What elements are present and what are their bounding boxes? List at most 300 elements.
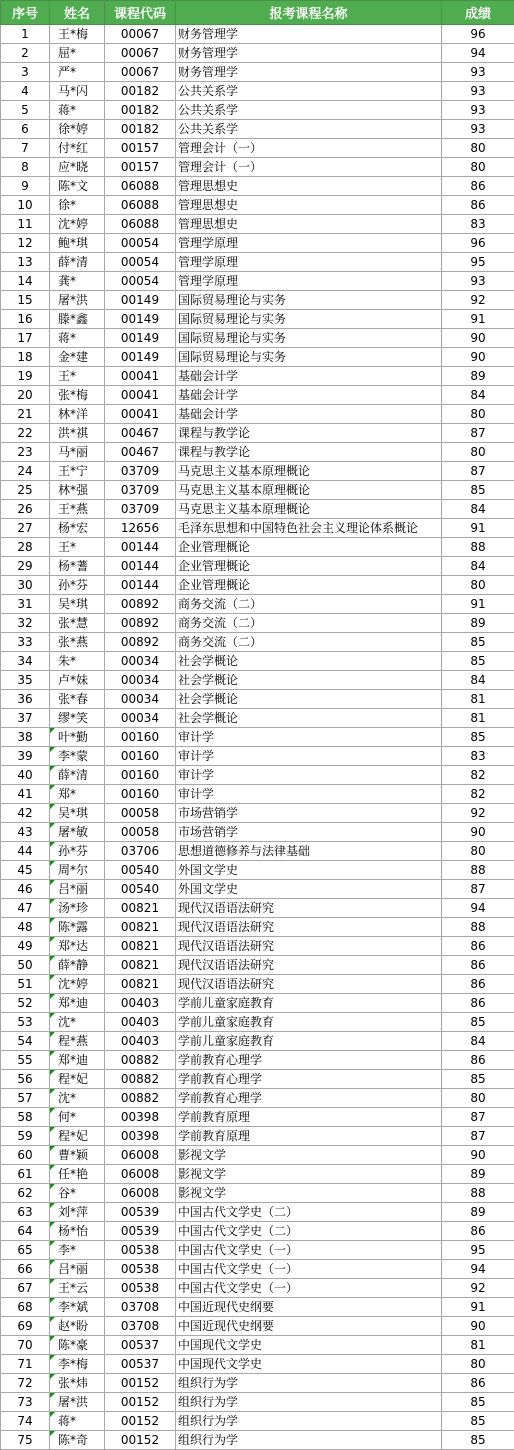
course-code: 00398	[105, 1108, 176, 1127]
score-value: 91	[442, 595, 514, 614]
score-value: 96	[442, 25, 514, 44]
course-name: 组织行为学	[176, 1412, 442, 1431]
student-name: 李*蒙	[50, 747, 105, 766]
student-name: 张*燕	[50, 633, 105, 652]
course-code: 00144	[105, 538, 176, 557]
header-name: 姓名	[50, 1, 105, 25]
course-name: 管理会计（一）	[176, 139, 442, 158]
header-seq: 序号	[1, 1, 50, 25]
student-name: 谷*	[50, 1184, 105, 1203]
row-seq: 49	[1, 937, 50, 956]
course-name: 国际贸易理论与实务	[176, 329, 442, 348]
score-value: 87	[442, 880, 514, 899]
row-seq: 35	[1, 671, 50, 690]
student-name: 汤*珍	[50, 899, 105, 918]
row-seq: 53	[1, 1013, 50, 1032]
course-code: 06008	[105, 1184, 176, 1203]
score-value: 86	[442, 1051, 514, 1070]
table-row	[1, 1146, 514, 1165]
course-name: 学前儿童家庭教育	[176, 1013, 442, 1032]
student-name: 程*妃	[50, 1070, 105, 1089]
course-code: 00034	[105, 671, 176, 690]
row-seq: 25	[1, 481, 50, 500]
table-row	[1, 1241, 514, 1260]
table-row	[1, 101, 514, 120]
row-seq: 64	[1, 1222, 50, 1241]
row-seq: 47	[1, 899, 50, 918]
course-code: 00537	[105, 1355, 176, 1374]
score-value: 80	[442, 405, 514, 424]
table-row	[1, 272, 514, 291]
table-row	[1, 329, 514, 348]
course-name: 外国文学史	[176, 880, 442, 899]
course-name: 学前教育原理	[176, 1127, 442, 1146]
row-seq: 29	[1, 557, 50, 576]
course-name: 组织行为学	[176, 1431, 442, 1450]
score-value: 85	[442, 481, 514, 500]
course-name: 影视文学	[176, 1146, 442, 1165]
course-name: 审计学	[176, 728, 442, 747]
table-row	[1, 595, 514, 614]
course-name: 马克思主义基本原理概论	[176, 462, 442, 481]
table-row	[1, 576, 514, 595]
course-code: 00152	[105, 1374, 176, 1393]
student-name: 王*梅	[50, 25, 105, 44]
course-name: 中国现代文学史	[176, 1336, 442, 1355]
student-name: 陈*露	[50, 918, 105, 937]
row-seq: 12	[1, 234, 50, 253]
course-name: 学前教育心理学	[176, 1089, 442, 1108]
course-code: 00182	[105, 101, 176, 120]
row-seq: 27	[1, 519, 50, 538]
row-seq: 22	[1, 424, 50, 443]
score-value: 89	[442, 1203, 514, 1222]
table-row	[1, 823, 514, 842]
table-row	[1, 785, 514, 804]
course-name: 影视文学	[176, 1165, 442, 1184]
table-row	[1, 82, 514, 101]
student-name: 李*斌	[50, 1298, 105, 1317]
score-value: 91	[442, 1298, 514, 1317]
course-code: 00160	[105, 785, 176, 804]
score-value: 81	[442, 709, 514, 728]
course-code: 00821	[105, 975, 176, 994]
row-seq: 62	[1, 1184, 50, 1203]
course-code: 03709	[105, 500, 176, 519]
row-seq: 74	[1, 1412, 50, 1431]
student-name: 严*	[50, 63, 105, 82]
student-name: 郑*迪	[50, 994, 105, 1013]
score-value: 85	[442, 652, 514, 671]
table-row	[1, 1222, 514, 1241]
row-seq: 61	[1, 1165, 50, 1184]
student-name: 王*宁	[50, 462, 105, 481]
row-seq: 2	[1, 44, 50, 63]
score-value: 90	[442, 348, 514, 367]
row-seq: 65	[1, 1241, 50, 1260]
header-code: 课程代码	[105, 1, 176, 25]
course-code: 00149	[105, 310, 176, 329]
course-name: 审计学	[176, 785, 442, 804]
table-row	[1, 557, 514, 576]
student-name: 屠*洪	[50, 1393, 105, 1412]
course-code: 00157	[105, 158, 176, 177]
table-row	[1, 519, 514, 538]
table-row	[1, 158, 514, 177]
score-value: 93	[442, 101, 514, 120]
score-value: 80	[442, 576, 514, 595]
course-code: 00157	[105, 139, 176, 158]
row-seq: 39	[1, 747, 50, 766]
table-row	[1, 310, 514, 329]
table-row	[1, 25, 514, 44]
course-code: 00892	[105, 614, 176, 633]
row-seq: 19	[1, 367, 50, 386]
course-code: 00538	[105, 1241, 176, 1260]
row-seq: 55	[1, 1051, 50, 1070]
course-name: 学前儿童家庭教育	[176, 994, 442, 1013]
course-name: 学前儿童家庭教育	[176, 1032, 442, 1051]
table-row	[1, 899, 514, 918]
course-name: 学前教育原理	[176, 1108, 442, 1127]
row-seq: 44	[1, 842, 50, 861]
course-code: 00041	[105, 367, 176, 386]
table-row	[1, 500, 514, 519]
table-row	[1, 1070, 514, 1089]
score-value: 88	[442, 861, 514, 880]
student-name: 屠*洪	[50, 291, 105, 310]
score-value: 84	[442, 671, 514, 690]
table-row	[1, 861, 514, 880]
course-name: 审计学	[176, 747, 442, 766]
course-code: 00034	[105, 690, 176, 709]
course-code: 00467	[105, 424, 176, 443]
row-seq: 36	[1, 690, 50, 709]
table-row	[1, 1089, 514, 1108]
student-name: 付*红	[50, 139, 105, 158]
course-code: 06008	[105, 1165, 176, 1184]
score-value: 94	[442, 44, 514, 63]
table-row	[1, 937, 514, 956]
table-row	[1, 1260, 514, 1279]
score-value: 86	[442, 975, 514, 994]
course-code: 06088	[105, 215, 176, 234]
course-name: 组织行为学	[176, 1374, 442, 1393]
table-row	[1, 747, 514, 766]
row-seq: 43	[1, 823, 50, 842]
table-row	[1, 1374, 514, 1393]
table-row	[1, 1108, 514, 1127]
course-name: 组织行为学	[176, 1393, 442, 1412]
score-value: 90	[442, 823, 514, 842]
table-row	[1, 291, 514, 310]
course-name: 基础会计学	[176, 386, 442, 405]
course-code: 00537	[105, 1336, 176, 1355]
row-seq: 45	[1, 861, 50, 880]
student-name: 鲍*琪	[50, 234, 105, 253]
table-row	[1, 766, 514, 785]
table-row	[1, 842, 514, 861]
score-value: 81	[442, 1336, 514, 1355]
table-row	[1, 633, 514, 652]
score-value: 87	[442, 424, 514, 443]
row-seq: 5	[1, 101, 50, 120]
course-code: 00149	[105, 348, 176, 367]
row-seq: 37	[1, 709, 50, 728]
student-name: 张*炜	[50, 1374, 105, 1393]
row-seq: 3	[1, 63, 50, 82]
table-row	[1, 1336, 514, 1355]
table-row	[1, 386, 514, 405]
student-name: 王*	[50, 367, 105, 386]
student-name: 王*云	[50, 1279, 105, 1298]
table-row	[1, 1393, 514, 1412]
score-value: 86	[442, 1374, 514, 1393]
score-value: 91	[442, 310, 514, 329]
course-code: 00540	[105, 861, 176, 880]
student-name: 林*强	[50, 481, 105, 500]
row-seq: 42	[1, 804, 50, 823]
table-row	[1, 994, 514, 1013]
student-name: 杨*怡	[50, 1222, 105, 1241]
table-row	[1, 709, 514, 728]
course-name: 思想道德修养与法律基础	[176, 842, 442, 861]
score-value: 95	[442, 1241, 514, 1260]
course-name: 市场营销学	[176, 823, 442, 842]
course-name: 企业管理概论	[176, 538, 442, 557]
course-name: 马克思主义基本原理概论	[176, 481, 442, 500]
course-code: 03709	[105, 481, 176, 500]
table-row	[1, 234, 514, 253]
score-value: 85	[442, 1412, 514, 1431]
score-value: 85	[442, 633, 514, 652]
course-code: 06088	[105, 196, 176, 215]
student-name: 应*晓	[50, 158, 105, 177]
student-name: 徐*婷	[50, 120, 105, 139]
course-code: 00403	[105, 1013, 176, 1032]
course-name: 中国古代文学史（一）	[176, 1241, 442, 1260]
score-value: 86	[442, 1222, 514, 1241]
course-code: 00892	[105, 595, 176, 614]
table-row	[1, 1355, 514, 1374]
course-code: 00467	[105, 443, 176, 462]
row-seq: 18	[1, 348, 50, 367]
score-value: 80	[442, 1089, 514, 1108]
course-name: 公共关系学	[176, 82, 442, 101]
row-seq: 10	[1, 196, 50, 215]
table-row	[1, 120, 514, 139]
student-name: 洪*祺	[50, 424, 105, 443]
table-row	[1, 139, 514, 158]
score-value: 87	[442, 1108, 514, 1127]
student-name: 薛*清	[50, 253, 105, 272]
course-code: 00144	[105, 576, 176, 595]
score-value: 92	[442, 1279, 514, 1298]
row-seq: 46	[1, 880, 50, 899]
score-value: 82	[442, 766, 514, 785]
table-row	[1, 538, 514, 557]
course-name: 毛泽东思想和中国特色社会主义理论体系概论	[176, 519, 442, 538]
student-name: 李*	[50, 1241, 105, 1260]
row-seq: 63	[1, 1203, 50, 1222]
row-seq: 56	[1, 1070, 50, 1089]
course-name: 现代汉语语法研究	[176, 918, 442, 937]
course-code: 00882	[105, 1070, 176, 1089]
course-code: 00054	[105, 253, 176, 272]
student-name: 沈*	[50, 1089, 105, 1108]
course-code: 00821	[105, 956, 176, 975]
student-name: 吴*琪	[50, 804, 105, 823]
course-code: 00538	[105, 1279, 176, 1298]
row-seq: 68	[1, 1298, 50, 1317]
score-value: 94	[442, 1260, 514, 1279]
student-name: 李*梅	[50, 1355, 105, 1374]
score-value: 86	[442, 956, 514, 975]
table-row	[1, 1203, 514, 1222]
row-seq: 48	[1, 918, 50, 937]
table-row	[1, 1184, 514, 1203]
student-name: 缪*笑	[50, 709, 105, 728]
score-value: 92	[442, 804, 514, 823]
course-name: 企业管理概论	[176, 576, 442, 595]
student-name: 王*燕	[50, 500, 105, 519]
student-name: 郑*迪	[50, 1051, 105, 1070]
course-code: 00054	[105, 272, 176, 291]
score-value: 89	[442, 367, 514, 386]
student-name: 吴*琪	[50, 595, 105, 614]
table-row	[1, 253, 514, 272]
score-value: 85	[442, 1013, 514, 1032]
row-seq: 59	[1, 1127, 50, 1146]
score-value: 83	[442, 215, 514, 234]
score-value: 87	[442, 1127, 514, 1146]
table-row	[1, 728, 514, 747]
row-seq: 58	[1, 1108, 50, 1127]
score-value: 85	[442, 728, 514, 747]
row-seq: 11	[1, 215, 50, 234]
course-name: 学前教育心理学	[176, 1070, 442, 1089]
course-name: 国际贸易理论与实务	[176, 348, 442, 367]
course-name: 学前教育心理学	[176, 1051, 442, 1070]
score-value: 86	[442, 994, 514, 1013]
course-code: 00054	[105, 234, 176, 253]
table-row	[1, 671, 514, 690]
row-seq: 30	[1, 576, 50, 595]
score-value: 90	[442, 329, 514, 348]
student-name: 徐*	[50, 196, 105, 215]
score-value: 86	[442, 937, 514, 956]
course-code: 06008	[105, 1146, 176, 1165]
table-row	[1, 1412, 514, 1431]
course-name: 外国文学史	[176, 861, 442, 880]
course-name: 中国近现代史纲要	[176, 1298, 442, 1317]
row-seq: 1	[1, 25, 50, 44]
row-seq: 17	[1, 329, 50, 348]
table-row	[1, 63, 514, 82]
course-code: 03709	[105, 462, 176, 481]
course-name: 中国古代文学史（一）	[176, 1279, 442, 1298]
score-value: 80	[442, 158, 514, 177]
score-value: 90	[442, 1146, 514, 1165]
row-seq: 23	[1, 443, 50, 462]
score-value: 86	[442, 177, 514, 196]
row-seq: 69	[1, 1317, 50, 1336]
course-code: 00821	[105, 937, 176, 956]
course-code: 00041	[105, 405, 176, 424]
student-name: 龚*	[50, 272, 105, 291]
student-name: 薛*清	[50, 766, 105, 785]
row-seq: 28	[1, 538, 50, 557]
course-name: 商务交流（二）	[176, 614, 442, 633]
score-value: 80	[442, 1355, 514, 1374]
student-name: 薛*静	[50, 956, 105, 975]
student-name: 陈*文	[50, 177, 105, 196]
student-name: 杨*蓍	[50, 557, 105, 576]
course-name: 社会学概论	[176, 671, 442, 690]
course-name: 公共关系学	[176, 101, 442, 120]
course-name: 现代汉语语法研究	[176, 975, 442, 994]
course-name: 社会学概论	[176, 690, 442, 709]
score-value: 89	[442, 1165, 514, 1184]
course-name: 管理学原理	[176, 234, 442, 253]
student-name: 赵*盼	[50, 1317, 105, 1336]
course-code: 03706	[105, 842, 176, 861]
course-name: 财务管理学	[176, 44, 442, 63]
row-seq: 50	[1, 956, 50, 975]
row-seq: 24	[1, 462, 50, 481]
score-value: 88	[442, 538, 514, 557]
row-seq: 75	[1, 1431, 50, 1450]
row-seq: 32	[1, 614, 50, 633]
table-row	[1, 405, 514, 424]
student-name: 张*春	[50, 690, 105, 709]
course-code: 00539	[105, 1222, 176, 1241]
score-value: 85	[442, 1070, 514, 1089]
table-row	[1, 367, 514, 386]
course-name: 现代汉语语法研究	[176, 956, 442, 975]
course-name: 国际贸易理论与实务	[176, 310, 442, 329]
score-value: 94	[442, 899, 514, 918]
course-name: 现代汉语语法研究	[176, 899, 442, 918]
score-value: 84	[442, 386, 514, 405]
student-name: 蒋*	[50, 101, 105, 120]
score-value: 84	[442, 557, 514, 576]
score-value: 80	[442, 443, 514, 462]
row-seq: 16	[1, 310, 50, 329]
student-name: 杨*宏	[50, 519, 105, 538]
course-code: 06088	[105, 177, 176, 196]
table-row	[1, 1013, 514, 1032]
row-seq: 72	[1, 1374, 50, 1393]
course-name: 审计学	[176, 766, 442, 785]
course-name: 中国古代文学史（一）	[176, 1260, 442, 1279]
header-score: 成绩	[442, 1, 514, 25]
score-value: 84	[442, 500, 514, 519]
score-value: 80	[442, 842, 514, 861]
student-name: 朱*	[50, 652, 105, 671]
course-code: 03708	[105, 1298, 176, 1317]
course-name: 现代汉语语法研究	[176, 937, 442, 956]
course-code: 00067	[105, 63, 176, 82]
course-code: 03708	[105, 1317, 176, 1336]
row-seq: 14	[1, 272, 50, 291]
course-code: 00398	[105, 1127, 176, 1146]
row-seq: 67	[1, 1279, 50, 1298]
row-seq: 7	[1, 139, 50, 158]
student-name: 屠*敏	[50, 823, 105, 842]
student-name: 蒋*	[50, 329, 105, 348]
student-name: 曹*颖	[50, 1146, 105, 1165]
